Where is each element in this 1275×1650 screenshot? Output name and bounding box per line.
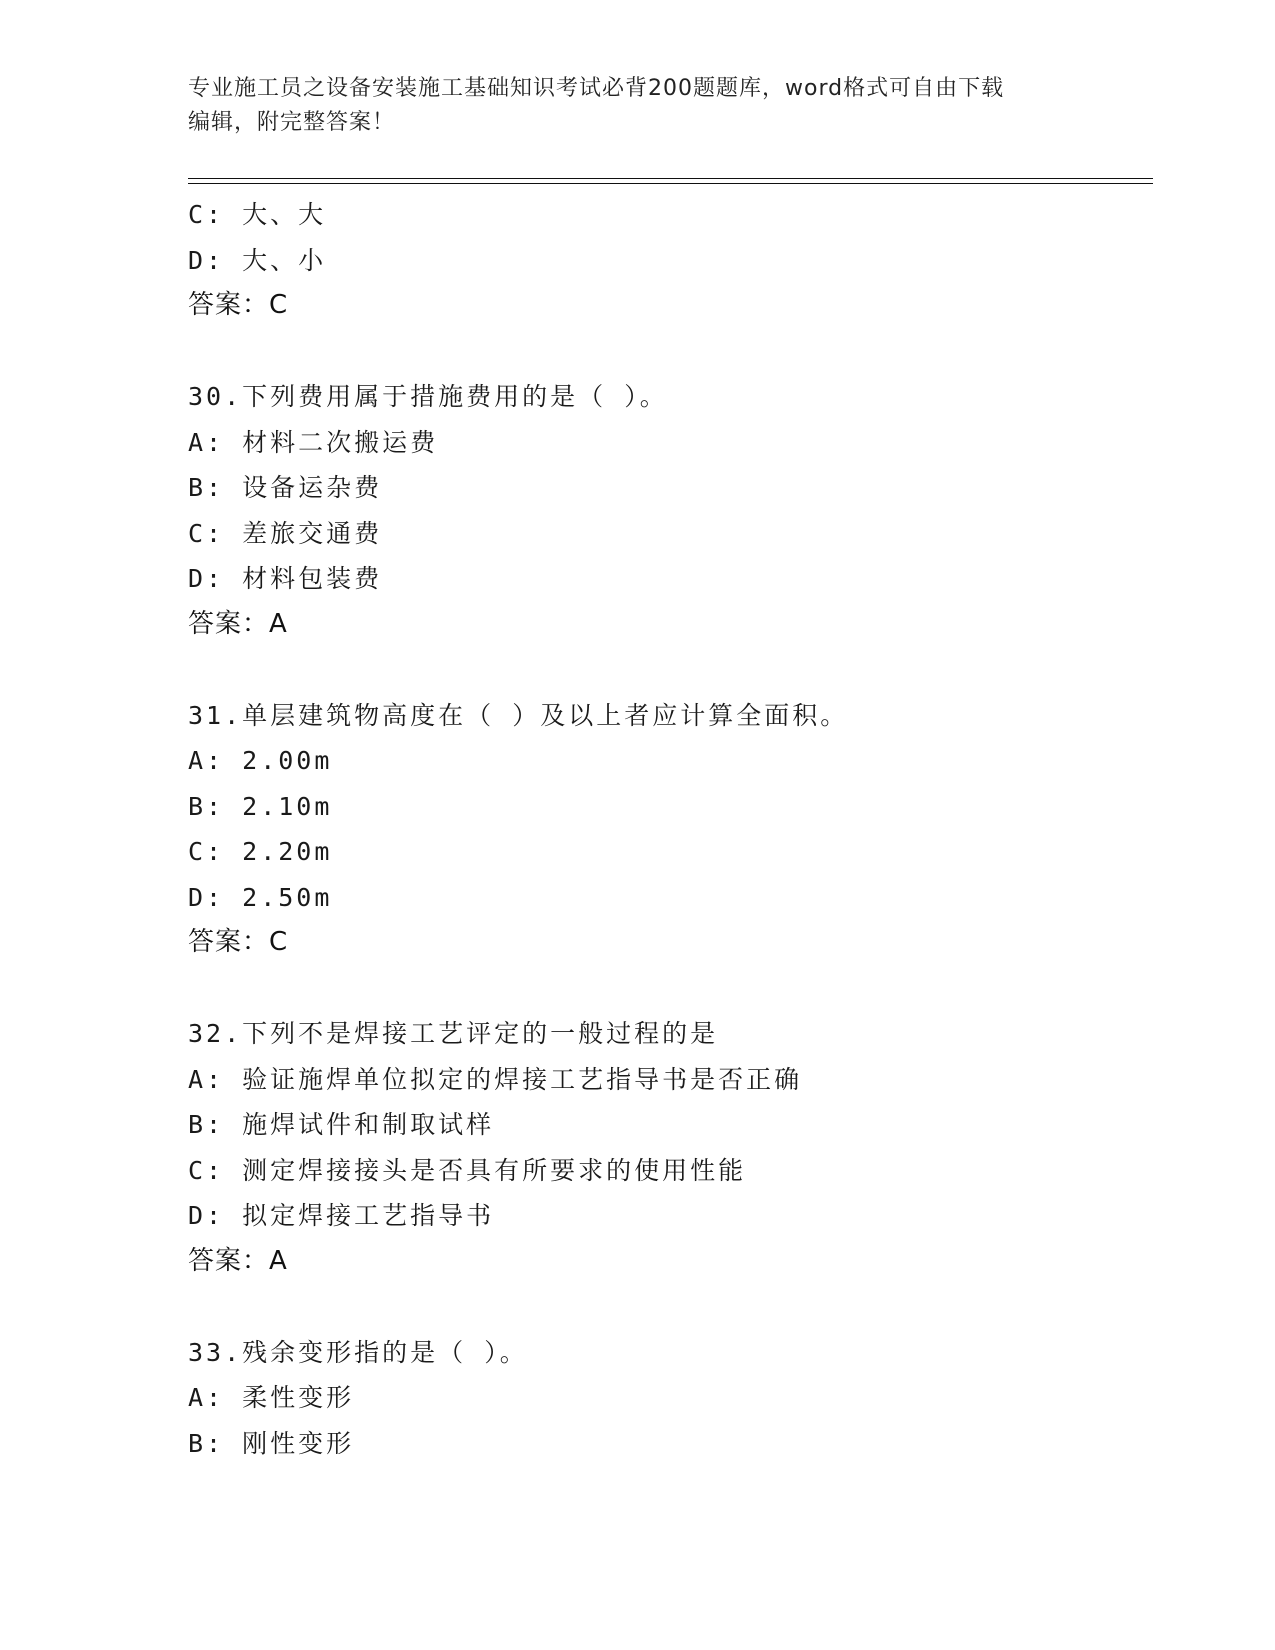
question-block-29 — [188, 192, 1148, 329]
question-text: 33.残余变形指的是（ ）。 — [188, 1337, 528, 1367]
header-line-2: 编辑，附完整答案！ — [188, 110, 396, 135]
answer: 答案：C — [188, 290, 289, 320]
option-b: B: 设备运杂费 — [188, 473, 383, 502]
option-c: C: 差旅交通费 — [188, 518, 383, 548]
option-d: D: 2.50m — [188, 882, 333, 912]
option-b: B: 刚性变形 — [188, 1428, 355, 1458]
option-b: B: 施焊试件和制取试样 — [188, 1110, 495, 1139]
option-a: A: 2.00m — [188, 746, 333, 775]
question-block-31 — [188, 693, 1148, 966]
spacer — [188, 647, 1148, 693]
header-rule-bottom — [188, 183, 1153, 184]
answer: 答案：C — [188, 927, 289, 957]
question-block-33 — [188, 1330, 1148, 1467]
spacer — [188, 966, 1148, 1012]
question-block-30 — [188, 374, 1148, 647]
option-d: D: 大、小 — [188, 245, 327, 275]
option-b: B: 2.10m — [188, 791, 333, 821]
question-text: 30.下列费用属于措施费用的是（ ）。 — [188, 382, 668, 411]
option-d: D: 材料包装费 — [188, 564, 383, 593]
option-c: C: 测定焊接接头是否具有所要求的使用性能 — [188, 1155, 747, 1185]
option-a: A: 材料二次搬运费 — [188, 427, 439, 457]
option-d: D: 拟定焊接工艺指导书 — [188, 1201, 495, 1230]
question-list — [188, 192, 1148, 1466]
option-c: C: 2.20m — [188, 837, 333, 866]
option-a: A: 验证施焊单位拟定的焊接工艺指导书是否正确 — [188, 1064, 803, 1094]
header-line-1: 专业施工员之设备安装施工基础知识考试必背200题题库，word格式可自由下载 — [188, 76, 1005, 101]
question-block-32 — [188, 1011, 1148, 1284]
answer: 答案：A — [188, 608, 288, 639]
answer: 答案：A — [188, 1245, 288, 1276]
document-header — [188, 72, 1088, 140]
spacer — [188, 1284, 1148, 1330]
option-a: A: 柔性变形 — [188, 1383, 355, 1412]
question-text: 32.下列不是焊接工艺评定的一般过程的是 — [188, 1019, 719, 1048]
spacer — [188, 329, 1148, 375]
option-c: C: 大、大 — [188, 200, 327, 229]
header-rule-top — [188, 178, 1153, 179]
question-text: 31.单层建筑物高度在（ ）及以上者应计算全面积。 — [188, 700, 849, 730]
